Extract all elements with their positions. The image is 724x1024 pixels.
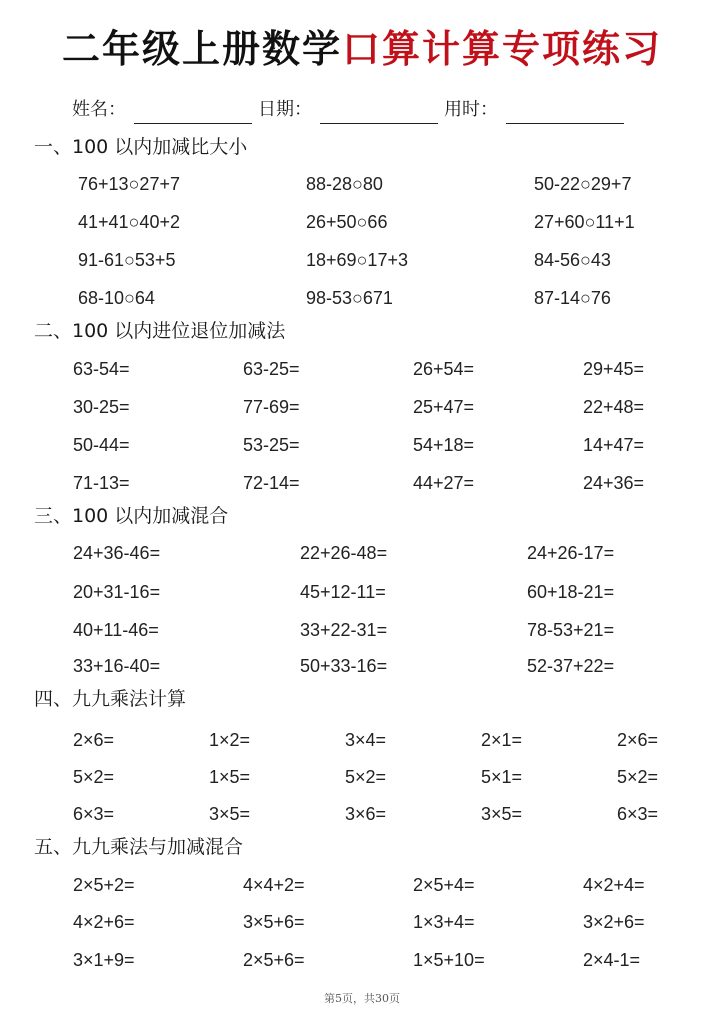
problem: 44+27= [413,473,475,493]
problem: 50-22○29+7 [534,174,632,194]
name-blank[interactable] [134,103,252,124]
section-4-row [0,726,724,754]
problem: 50+33-16= [300,656,388,676]
problem: 5×2= [73,767,115,787]
section-2-row [0,469,724,497]
problem: 76+13○27+7 [78,174,180,194]
problem: 1×2= [209,730,251,750]
name-label: 姓名： [72,99,126,120]
problem: 26+50○66 [306,212,388,232]
problem: 20+31-16= [73,582,161,602]
title-topic: 口算计算专项练习 [342,26,663,71]
problem: 91-61○53+5 [78,250,176,270]
problem: 33+22-31= [300,620,388,640]
date-label: 日期： [258,99,312,120]
problem: 41+41○40+2 [78,212,180,232]
problem: 2×6= [617,730,659,750]
section-5-row [0,908,724,936]
problem: 29+45= [583,359,645,379]
problem: 3×5= [481,804,523,824]
problem: 1×5= [209,767,251,787]
student-info-line [72,96,628,124]
section-3-heading: 三、100 以内加减混合 [34,505,229,527]
problem: 3×5+6= [243,912,305,932]
problem: 14+47= [583,435,645,455]
problem: 4×2+4= [583,875,645,895]
problem: 40+11-46= [73,620,159,640]
problem: 71-13= [73,473,130,493]
section-1-row [0,246,724,274]
problem: 1×5+10= [413,950,485,970]
problem: 6×3= [617,804,659,824]
problem: 3×5= [209,804,251,824]
problem: 2×4-1= [583,950,641,970]
problem: 60+18-21= [527,582,615,602]
section-2-row [0,393,724,421]
problem: 27+60○11+1 [534,212,635,232]
problem: 1×3+4= [413,912,475,932]
problem: 5×1= [481,767,523,787]
problem: 24+36-46= [73,543,161,563]
problem: 68-10○64 [78,288,155,308]
problem: 3×2+6= [583,912,645,932]
problem: 45+12-11= [300,582,386,602]
section-3-row [0,616,724,644]
problem: 2×5+4= [413,875,475,895]
problem: 22+48= [583,397,645,417]
date-blank[interactable] [320,103,438,124]
problem: 26+54= [413,359,475,379]
problem: 72-14= [243,473,300,493]
section-2-row [0,355,724,383]
problem: 54+18= [413,435,475,455]
problem: 3×4= [345,730,387,750]
section-3-row [0,539,724,567]
section-3-row [0,652,724,680]
problem: 6×3= [73,804,115,824]
problem: 78-53+21= [527,620,615,640]
problem: 18+69○17+3 [306,250,408,270]
time-blank[interactable] [506,103,624,124]
problem: 22+26-48= [300,543,388,563]
problem: 2×5+2= [73,875,135,895]
problem: 24+36= [583,473,645,493]
problem: 53-25= [243,435,300,455]
section-4-row [0,763,724,791]
problem: 63-54= [73,359,130,379]
problem: 87-14○76 [534,288,611,308]
section-2-row [0,431,724,459]
problem: 5×2= [345,767,387,787]
section-2-heading: 二、100 以内进位退位加减法 [34,320,286,342]
problem: 4×4+2= [243,875,305,895]
problem: 2×6= [73,730,115,750]
problem: 63-25= [243,359,300,379]
problem: 84-56○43 [534,250,611,270]
section-1-row [0,208,724,236]
problem: 2×5+6= [243,950,305,970]
problem: 4×2+6= [73,912,135,932]
section-5-row [0,946,724,974]
section-5-heading: 五、九九乘法与加减混合 [34,836,244,858]
time-label: 用时： [444,99,498,120]
title-grade-subject: 二年级上册数学 [61,26,342,71]
section-1-heading: 一、100 以内加减比大小 [34,136,248,158]
problem: 52-37+22= [527,656,615,676]
section-5-row [0,871,724,899]
problem: 5×2= [617,767,659,787]
problem: 25+47= [413,397,475,417]
problem: 77-69= [243,397,300,417]
section-4-heading: 四、九九乘法计算 [34,688,187,710]
problem: 3×6= [345,804,387,824]
problem: 88-28○80 [306,174,383,194]
section-4-row [0,800,724,828]
problem: 24+26-17= [527,543,615,563]
problem: 30-25= [73,397,130,417]
problem: 98-53○671 [306,288,393,308]
problem: 3×1+9= [73,950,135,970]
page-number: 第5页，共30页 [324,992,400,1005]
section-1-row [0,284,724,312]
section-1-row [0,170,724,198]
problem: 33+16-40= [73,656,161,676]
section-3-row [0,578,724,606]
problem: 50-44= [73,435,130,455]
worksheet-title [0,26,724,72]
problem: 2×1= [481,730,523,750]
